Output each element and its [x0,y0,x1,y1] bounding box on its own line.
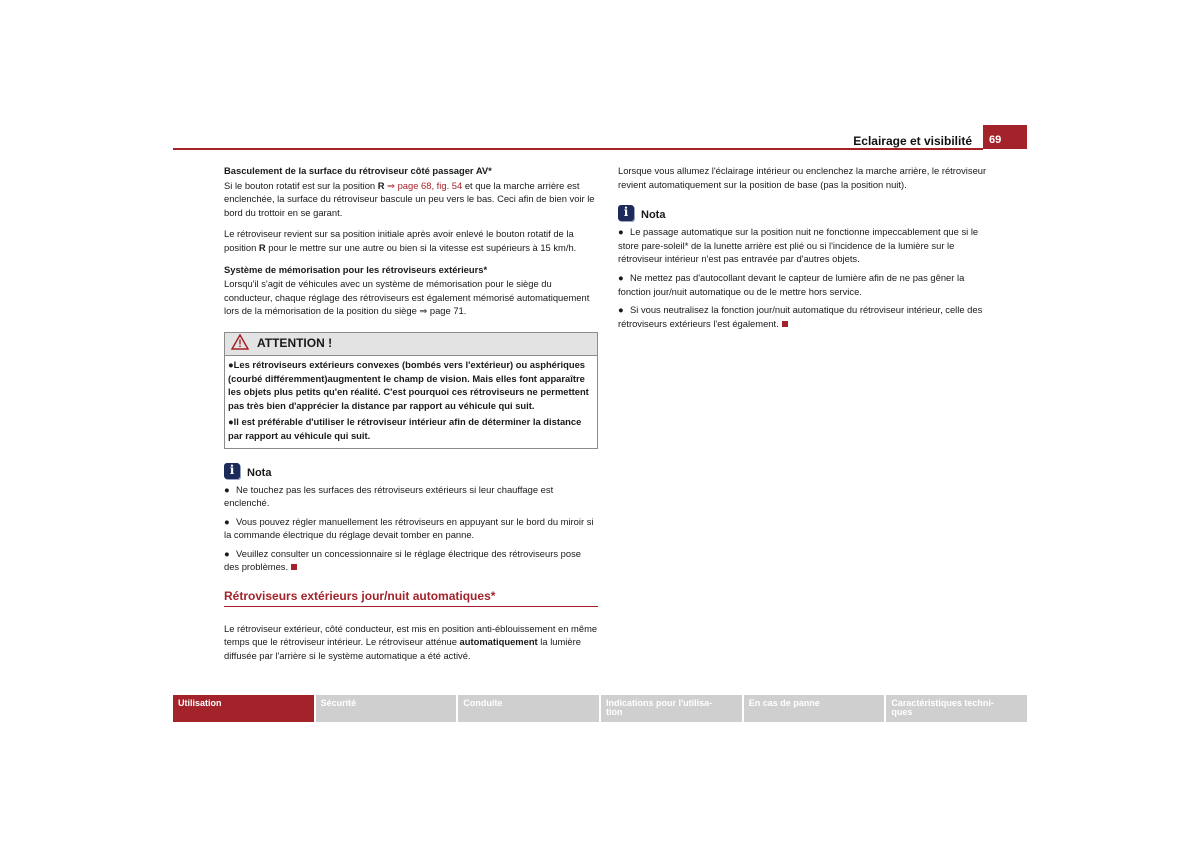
page-link[interactable]: ⇒ page 68, fig. 54 [387,179,463,191]
header-rule [173,148,983,150]
section-title-auto-day-night: Rétroviseurs extérieurs jour/nuit automatiques* [224,590,598,607]
bullet-icon: ● [228,416,234,428]
tab-utilisation[interactable]: Utilisation [173,695,314,722]
nota-bullet [224,483,598,510]
tab-conduite[interactable]: Conduite [458,695,599,722]
nota-bullet [224,515,598,542]
text: Il est préférable d'utiliser le rétroviseur intérieur afin de déterminer la distance par rapport au véhicule qui suit. [228,416,582,441]
attention-header [225,333,597,356]
r-position-symbol: R [258,241,266,253]
text: Si le bouton rotatif est sur la position [224,179,378,191]
paragraph [224,622,598,663]
attention-body [225,356,597,448]
r-position-symbol: R [377,179,385,191]
bullet-icon: ● [224,515,230,527]
text: Vous pouvez régler manuellement les rétroviseurs en appuyant sur le bord du miroir si la commande électrique du réglage devait tomber en panne. [224,515,594,541]
tab-en-cas-de-panne[interactable]: En cas de panne [744,695,885,722]
text: Les rétroviseurs extérieurs convexes (bombés vers l'extérieur) ou asphériques (courbé différemment)augmentent le champ de vision. Mais elles font apparaître les objets plus petits qu'en réalité. C'est pourquoi ces rétroviseurs ne permettent pas très bien d'apprécier la distance par rapport au véhicule qui suit. [228,358,589,411]
end-square-icon [291,564,297,570]
text: et que la marche arrière est enclenchée, la surface du rétroviseur bascule un peu vers le bas. Ceci afin de bien voir le bord du trottoir en se garant. [224,179,595,218]
attention-label: ATTENTION ! [257,336,333,351]
attention-bullet [228,358,594,412]
nota-bullet [224,547,598,574]
bullet-icon: ● [228,358,234,370]
attention-box [224,332,598,449]
bullet-icon: ● [224,547,230,559]
paragraph [224,179,598,220]
bullet-icon: ● [618,304,624,316]
chapter-tabs [173,695,1027,722]
text: Si vous neutralisez la fonction jour/nuit automatique du rétroviseur intérieur, celle des rétroviseurs extérieurs l'est également. [618,304,983,329]
text: la lumière diffusée par l'arrière si le système automatique a été activé. [224,636,581,661]
attention-bullet [228,415,594,442]
bullet-icon: ● [224,483,230,495]
running-header-title: Eclairage et visibilité [853,134,972,148]
text: Ne mettez pas d'autocollant devant le capteur de lumière afin de ne pas gêner la fonction jour/nuit automatique ou de le mettre hors service. [618,271,965,297]
end-square-icon [782,321,788,327]
nota-bullet [618,225,992,266]
text: pour le mettre sur une autre ou bien si la vitesse est supérieurs à 15 km/h. [265,241,577,253]
left-column [224,164,598,667]
text: Ne touchez pas les surfaces des rétroviseurs extérieurs si leur chauffage est enclenché. [224,483,554,509]
paragraph: Lorsque vous allumez l'éclairage intérieur ou enclenchez la marche arrière, le rétroviseur revient automatiquement sur la position de base (pas la position nuit). [618,165,987,190]
tab-indications[interactable]: Indications pour l'utilisa- tion [601,695,742,722]
text: Le rétroviseur extérieur, côté conducteur, est mis en position anti-éblouissement en même temps que le rétroviseur intérieur. Le rétroviseur atténue [224,622,598,648]
info-icon: i [224,463,240,479]
nota-header [618,205,992,221]
text: Le passage automatique sur la position nuit ne fonctionne impeccablement que si le store pare-soleil* de la lunette arrière est plié ou si l'incidence de la lumière sur le rétroviseur intérieur n'est pas entravée par d'autres objets. [618,226,979,265]
nota-bullet [618,303,992,330]
text: Veuillez consulter un concessionnaire si le réglage électrique des rétroviseurs pose des problèmes. [224,547,581,573]
page-number: 69 [983,125,1027,149]
emphasis: automatiquement [459,636,538,648]
nota-bullet [618,271,992,298]
bullet-icon: ● [618,271,624,283]
nota-label: Nota [247,466,272,479]
tab-securite[interactable]: Sécurité [316,695,457,722]
nota-header [224,463,598,479]
tab-caracteristiques[interactable]: Caractéristiques techni- ques [886,695,1027,722]
text: Le rétroviseur revient sur sa position initiale après avoir enlevé le bouton rotatif de la position [224,228,574,253]
section-heading-passenger-mirror: Basculement de la surface du rétroviseur côté passager AV* [224,165,492,176]
paragraph [224,227,598,254]
paragraph: Lorsqu'il s'agit de véhicules avec un système de mémorisation pour le siège du conducteur, chaque réglage des rétroviseurs est également mémorisé automatiquement lors de la mémorisation de la position du siège ⇒ page 71. [224,278,590,317]
info-icon: i [618,205,634,221]
section-heading-memory-system: Système de mémorisation pour les rétroviseurs extérieurs* [224,263,488,275]
nota-label: Nota [641,209,666,222]
bullet-icon: ● [618,226,624,238]
right-column [618,164,992,335]
warning-triangle-icon [231,334,249,354]
